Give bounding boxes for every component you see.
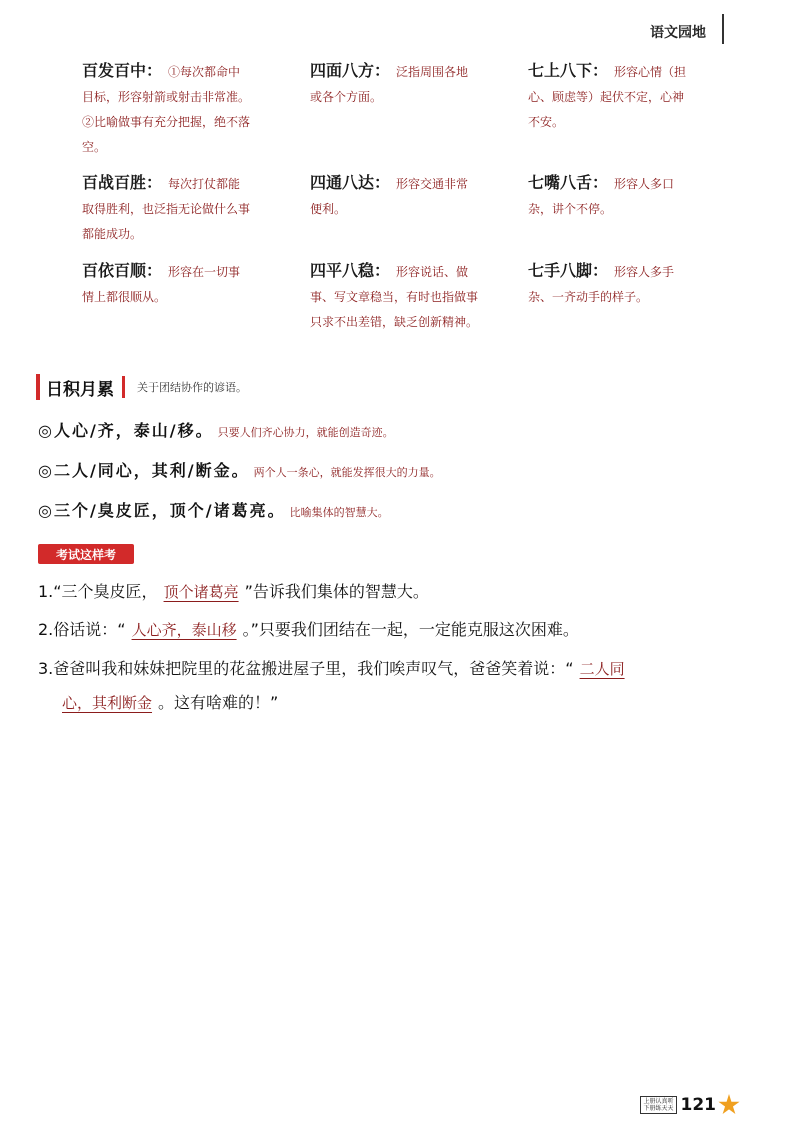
idiom-item bbox=[310, 258, 480, 335]
proverb bbox=[38, 498, 389, 521]
footer-slogan-line: 上册认真听 bbox=[643, 1098, 674, 1105]
question-3 bbox=[38, 652, 738, 720]
proverb-text: ◎人心/齐，泰山/移。 bbox=[38, 421, 214, 440]
idiom-desc: ①每次都命中目标，形容射箭或射击非常准。②比喻做事有充分把握，绝不落空。 bbox=[82, 65, 251, 154]
accent-bar bbox=[122, 376, 125, 398]
section-divider bbox=[722, 14, 724, 44]
daily-note: 关于团结协作的谚语。 bbox=[137, 381, 247, 394]
idiom-desc: 形容心情（担心、顾虑等）起伏不定，心神不安。 bbox=[528, 65, 687, 129]
daily-title: 日积月累 bbox=[46, 379, 114, 400]
question-2 bbox=[38, 613, 579, 647]
question-text: 3.爸爸叫我和妹妹把院里的花盆搬进屋子里，我们唉声叹气，爸爸笑着说：“ bbox=[38, 659, 574, 678]
idiom-item bbox=[82, 258, 250, 310]
question-text: ”告诉我们集体的智慧大。 bbox=[244, 582, 429, 601]
idiom-desc: 形容人多口杂，讲个不停。 bbox=[528, 177, 675, 216]
idiom-desc: 形容在一切事情上都很顺从。 bbox=[82, 265, 241, 304]
question-text: 2.俗话说：“ bbox=[38, 620, 126, 639]
question-1 bbox=[38, 575, 429, 609]
footer-slogan-line: 下册练天天 bbox=[643, 1105, 674, 1112]
exam-badge: 考试这样考 bbox=[38, 544, 134, 564]
answer-blank: 人心齐，泰山移 bbox=[131, 621, 237, 639]
idiom-desc: 泛指周围各地或各个方面。 bbox=[310, 65, 469, 104]
proverb-text: ◎三个/臭皮匠，顶个/诸葛亮。 bbox=[38, 501, 286, 520]
idiom-term: 七上八下： bbox=[528, 61, 609, 80]
idiom-desc: 每次打仗都能取得胜利，也泛指无论做什么事都能成功。 bbox=[82, 177, 251, 241]
idiom-desc: 形容人多手杂、一齐动手的样子。 bbox=[528, 265, 675, 304]
idiom-item bbox=[310, 58, 480, 110]
idiom-term: 四平八稳： bbox=[310, 261, 391, 280]
star-mascot-icon bbox=[718, 1094, 740, 1116]
proverb-meaning: 只要人们齐心协力，就能创造奇迹。 bbox=[217, 426, 394, 439]
idiom-term: 七嘴八舌： bbox=[528, 173, 609, 192]
question-text: 。这有啥难的！” bbox=[158, 693, 279, 712]
idiom-term: 百战百胜： bbox=[82, 173, 163, 192]
idiom-term: 四面八方： bbox=[310, 61, 391, 80]
answer-blank: 二人同 bbox=[579, 660, 625, 678]
proverb bbox=[38, 458, 441, 481]
idiom-item bbox=[310, 170, 480, 222]
idiom-desc: 形容交通非常便利。 bbox=[310, 177, 469, 216]
idiom-term: 百发百中： bbox=[82, 61, 163, 80]
idiom-item bbox=[528, 258, 688, 310]
idiom-item bbox=[82, 170, 250, 247]
daily-accumulation-header bbox=[36, 372, 247, 402]
idiom-desc: 形容说话、做事、写文章稳当，有时也指做事只求不出差错，缺乏创新精神。 bbox=[310, 265, 479, 329]
question-text: 1.“三个臭皮匠， bbox=[38, 582, 158, 601]
page-number: 121 bbox=[680, 1095, 716, 1115]
section-label: 语文园地 bbox=[650, 25, 706, 41]
idiom-item bbox=[528, 58, 688, 135]
idiom-term: 四通八达： bbox=[310, 173, 391, 192]
idiom-item bbox=[82, 58, 250, 160]
footer-slogan bbox=[640, 1096, 676, 1114]
idiom-item bbox=[528, 170, 688, 222]
proverb-meaning: 两个人一条心，就能发挥很大的力量。 bbox=[253, 466, 441, 479]
proverb-text: ◎二人/同心，其利/断金。 bbox=[38, 461, 250, 480]
idiom-term: 七手八脚： bbox=[528, 261, 609, 280]
accent-bar bbox=[36, 374, 40, 400]
proverb bbox=[38, 418, 394, 441]
page-footer bbox=[640, 1094, 740, 1116]
answer-blank: 顶个诸葛亮 bbox=[163, 583, 239, 601]
answer-blank: 心，其利断金 bbox=[62, 694, 153, 712]
idiom-term: 百依百顺： bbox=[82, 261, 163, 280]
question-text: 。”只要我们团结在一起，一定能克服这次困难。 bbox=[242, 620, 579, 639]
proverb-meaning: 比喻集体的智慧大。 bbox=[289, 506, 389, 519]
